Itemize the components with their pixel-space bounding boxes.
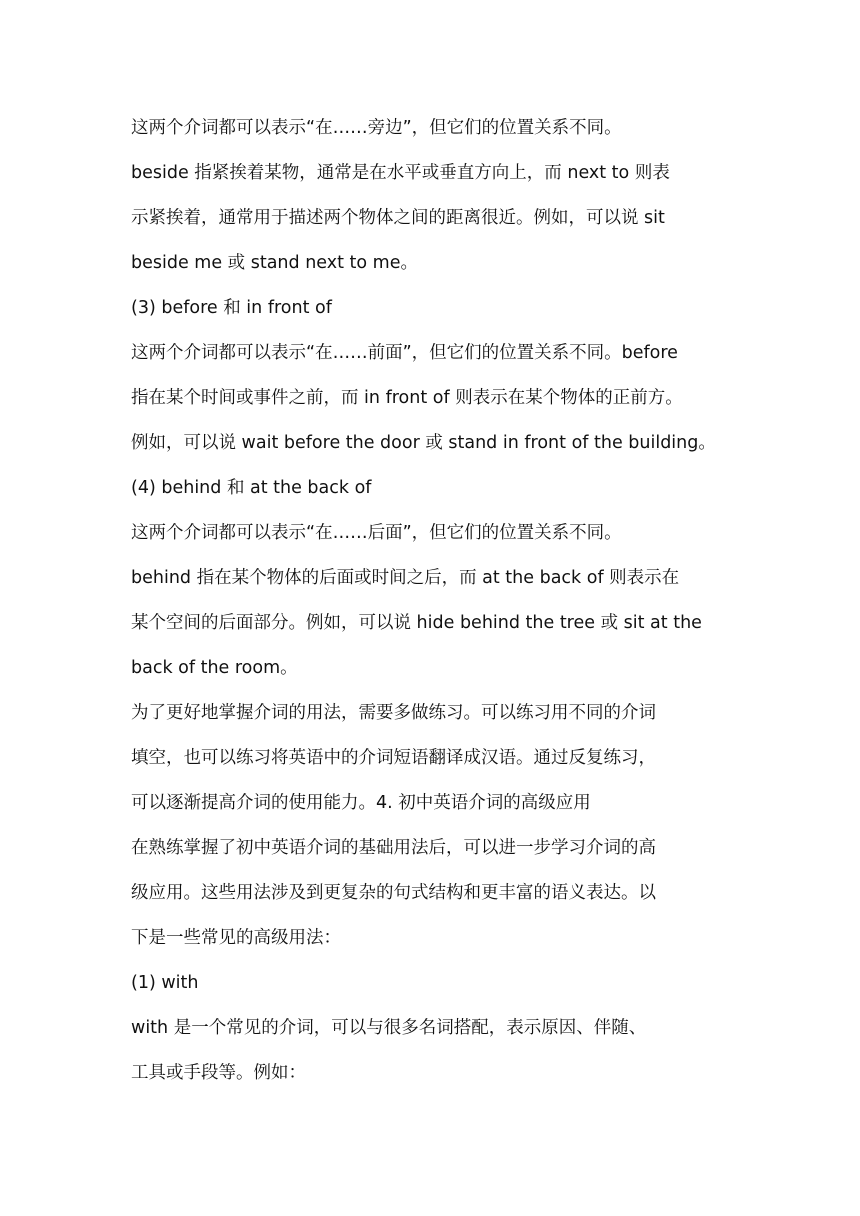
paragraph-line: 这两个介词都可以表示“在……前面”，但它们的位置关系不同。before — [131, 343, 678, 363]
paragraph-line: beside 指紧挨着某物，通常是在水平或垂直方向上，而 next to 则表 — [131, 163, 670, 183]
paragraph-line: 级应用。这些用法涉及到更复杂的句式结构和更丰富的语义表达。以 — [131, 883, 656, 903]
section-heading: (3) before 和 in front of — [131, 298, 332, 318]
paragraph-line: beside me 或 stand next to me。 — [131, 253, 418, 273]
paragraph-line: with 是一个常见的介词，可以与很多名词搭配，表示原因、伴随、 — [131, 1018, 647, 1038]
paragraph-line: 工具或手段等。例如： — [131, 1063, 306, 1083]
paragraph-line: back of the room。 — [131, 658, 298, 678]
paragraph-line: 下是一些常见的高级用法： — [131, 928, 341, 948]
paragraph-line: 在熟练掌握了初中英语介词的基础用法后，可以进一步学习介词的高 — [131, 838, 656, 858]
paragraph-line: 示紧挨着，通常用于描述两个物体之间的距离很近。例如，可以说 sit — [131, 208, 665, 228]
paragraph-line: 指在某个时间或事件之前，而 in front of 则表示在某个物体的正前方。 — [131, 388, 683, 408]
paragraph-line: 这两个介词都可以表示“在……后面”，但它们的位置关系不同。 — [131, 523, 622, 543]
section-heading: (4) behind 和 at the back of — [131, 478, 372, 498]
paragraph-line: 某个空间的后面部分。例如，可以说 hide behind the tree 或 sit at the — [131, 613, 702, 633]
paragraph-line: 可以逐渐提高介词的使用能力。4. 初中英语介词的高级应用 — [131, 793, 591, 813]
paragraph-line: 这两个介词都可以表示“在……旁边”，但它们的位置关系不同。 — [131, 118, 622, 138]
paragraph-line: 例如，可以说 wait before the door 或 stand in front of the building。 — [131, 433, 716, 453]
section-heading: (1) with — [131, 973, 199, 993]
paragraph-line: behind 指在某个物体的后面或时间之后，而 at the back of 则表示在 — [131, 568, 680, 588]
paragraph-line: 填空，也可以练习将英语中的介词短语翻译成汉语。通过反复练习， — [131, 748, 656, 768]
paragraph-line: 为了更好地掌握介词的用法，需要多做练习。可以练习用不同的介词 — [131, 703, 656, 723]
